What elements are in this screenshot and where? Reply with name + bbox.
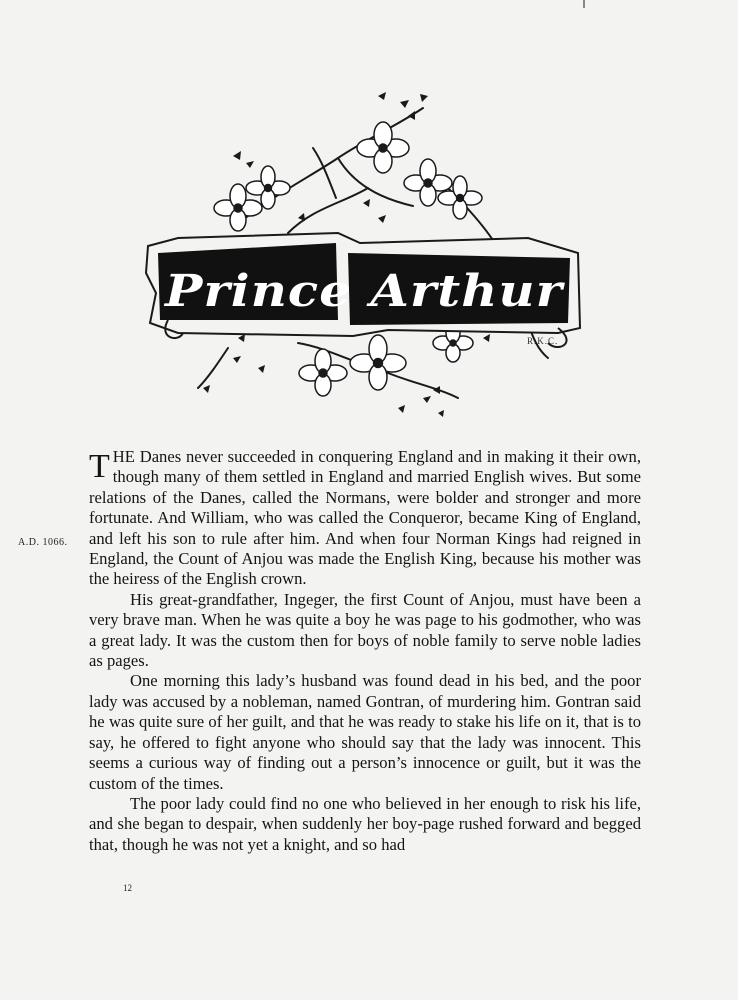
paragraph-2: His great-grandfather, Ingeger, the first Count of Anjou, must have been a very brave man. When he was quite a boy he was page to his godmother, who was a great lady. It was the custom then for boys of noble family to serve noble ladies as pages.: [89, 589, 641, 671]
paragraph-1-text: HE Danes never succeeded in conquering England and in making it their own, though many of them settled in England and married English wives. But some relations of the Danes, called the Normans, were bolder and stronger and more fortunate. And William, who was called the Conqueror, became King of England, and left his son to rule after him. And when four Norman Kings had reigned in England, the Count of Anjou was made the English King, because his mother was the heiress of the English crown.: [89, 447, 641, 589]
drop-cap: T: [89, 448, 110, 485]
paragraph-1: [89, 447, 641, 590]
title-illustration: [138, 88, 588, 423]
paragraph-4: The poor lady could find no one who believed in her enough to risk his life, and she began to despair, when suddenly her boy-page rushed forward and begged that, though he was not yet a knight, and so had: [89, 793, 641, 854]
page-number: 12: [123, 883, 132, 893]
page-corner-mark: [583, 0, 585, 8]
floral-banner-illustration: [138, 88, 588, 423]
artist-monogram: R.K.C.: [527, 336, 559, 346]
paragraph-3: One morning this lady’s husband was found dead in his bed, and the poor lady was accused by a nobleman, named Gontran, of murdering him. Gontran said he was quite sure of her guilt, and that he was ready to stake his life on it, that is to say, he offered to fight anyone who should say that the lady was innocent. This seems a curious way of finding out a person’s innocence or guilt, but it was the custom of the times.: [89, 671, 641, 793]
margin-date-note: A.D. 1066.: [18, 537, 68, 548]
body-text: [89, 447, 641, 855]
title-text: Prince Arthur: [162, 266, 566, 317]
